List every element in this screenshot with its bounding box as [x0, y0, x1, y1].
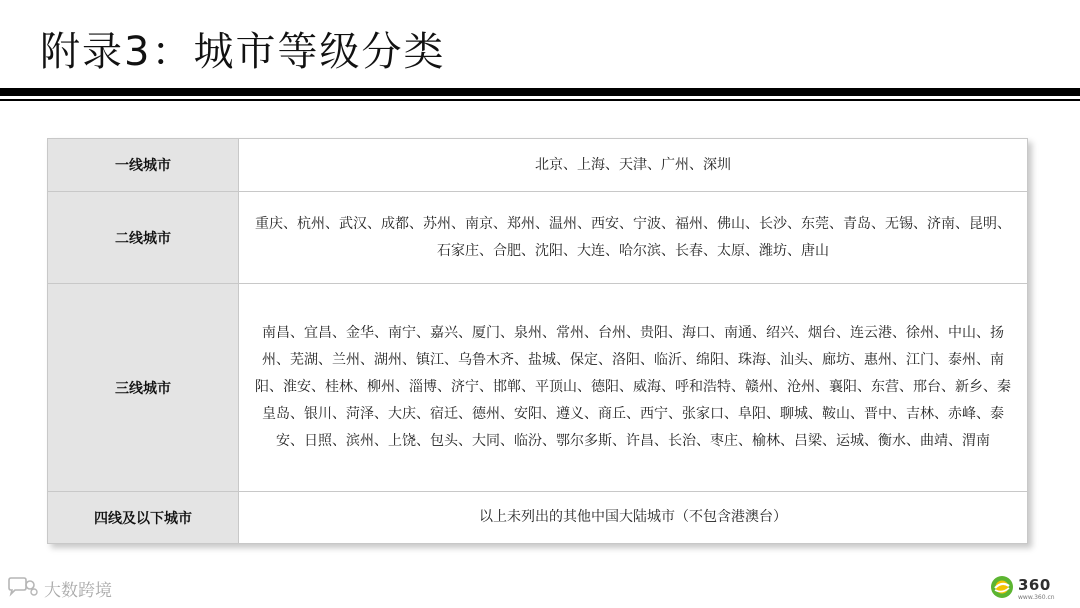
watermark-logo: [6, 574, 112, 602]
tier-cities-cell: 重庆、杭州、武汉、成都、苏州、南京、郑州、温州、西安、宁波、福州、佛山、长沙、东莞、青岛、无锡、济南、昆明、石家庄、合肥、沈阳、大连、哈尔滨、长春、太原、潍坊、唐山: [239, 192, 1028, 284]
tier-cities-cell: 南昌、宜昌、金华、南宁、嘉兴、厦门、泉州、常州、台州、贵阳、海口、南通、绍兴、烟台、连云港、徐州、中山、扬州、芜湖、兰州、湖州、镇江、乌鲁木齐、盐城、保定、洛阳、临沂、绵阳、珠海、汕头、廊坊、惠州、江门、泰州、南阳、淮安、桂林、柳州、淄博、济宁、邯郸、平顶山、德阳、威海、呼和浩特、赣州、沧州、襄阳、东营、邢台、新乡、秦皇岛、银川、菏泽、大庆、宿迁、德州、安阳、遵义、商丘、西宁、张家口、阜阳、聊城、鞍山、晋中、吉林、赤峰、泰安、日照、滨州、上饶、包头、大同、临汾、鄂尔多斯、许昌、长治、枣庄、榆林、吕梁、运城、衡水、曲靖、渭南: [239, 284, 1028, 492]
360-swirl-icon: [990, 575, 1014, 603]
tier-label-cell: 三线城市: [48, 284, 239, 492]
brand-site: www.360.cn: [1018, 593, 1055, 601]
city-tier-table: [47, 138, 1028, 544]
watermark-text: 大数跨境: [44, 580, 112, 601]
title-rule-thick: [0, 88, 1080, 96]
table-row: [48, 139, 1028, 192]
brand-number: 360: [1018, 575, 1051, 594]
tier-label-cell: 二线城市: [48, 192, 239, 284]
page-title: 附录3：城市等级分类: [40, 29, 446, 75]
city-tier-table-container: [47, 138, 1028, 544]
tier-cities-cell: 以上未列出的其他中国大陆城市（不包含港澳台）: [239, 492, 1028, 544]
table-row: [48, 492, 1028, 544]
tier-label-cell: 四线及以下城市: [48, 492, 239, 544]
chat-bubble-icon: [6, 576, 38, 600]
title-rule-thin: [0, 99, 1080, 101]
tier-label-cell: 一线城市: [48, 139, 239, 192]
table-row: [48, 284, 1028, 492]
table-row: [48, 192, 1028, 284]
tier-cities-cell: 北京、上海、天津、广州、深圳: [239, 139, 1028, 192]
brand-logo: [990, 576, 1074, 602]
